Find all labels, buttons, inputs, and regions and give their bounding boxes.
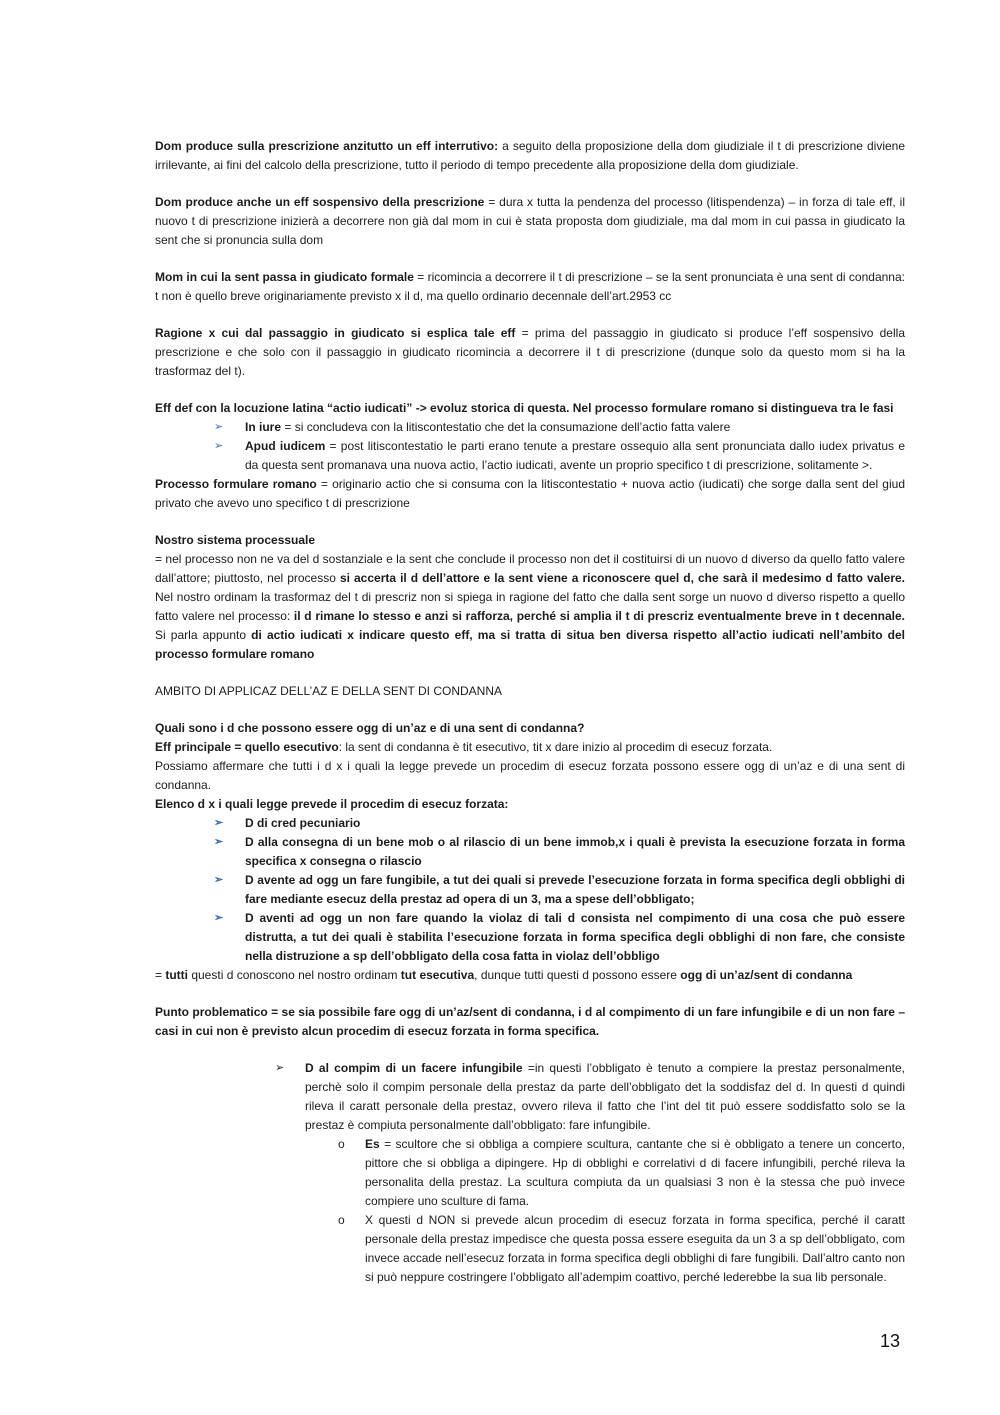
- text: a seguito della proposizione della dom giudiziale il t di prescrizione diviene irrilevante, ai fini del calcolo della prescrizione, tutto il periodo di tempo precedente alla proposizione della dom giudiziale.: [155, 139, 906, 172]
- text: = scultore che si obbliga a compiere scultura, cantante che si è obbligato a tenere un concerto, pittore che si obbliga a dipingere. Hp di obblighi e correlativi d di facere infungibili, perché rileva la personalita della prestaz. La scultura compiuta da un qualsiasi 3 non è la stessa che può invece compiere uno sculture di fama.: [365, 1137, 905, 1208]
- text: = nel processo non ne va del d sostanziale e la sent che conclude il processo non det il costituirsi di un nuovo d diverso da quello fatto valere dall’attore; piuttosto, nel processo: [155, 552, 905, 585]
- bold-lead: Dom produce sulla prescrizione anzitutto un eff interrutivo:: [155, 139, 499, 153]
- list-item: [155, 418, 905, 437]
- paragraph-roman-process: [155, 475, 905, 513]
- text: D di cred pecuniario: [245, 816, 361, 830]
- paragraph-interruptive-effect: [155, 137, 905, 175]
- text: = dura x tutta la pendenza del processo (litispendenza) – in forza di tale eff, il nuovo t di prescrizione inizierà a decorrere non già dal mom in cui è stata proposta dom giudiziale, ma dal mom in cui passa in giudicato la sent che si pronuncia sulla dom: [155, 195, 905, 247]
- bold-lead: In iure: [245, 420, 282, 434]
- text: Si parla appunto: [155, 628, 252, 642]
- bold-text: si accerta il d dell’attore e la sent viene a riconoscere quel d, che sarà il medesimo d fatto valere.: [339, 571, 906, 585]
- bold-lead: Eff principale = quello esecutivo: [155, 740, 339, 754]
- bold-lead: Ragione x cui dal passaggio in giudicato si esplica tale eff: [155, 326, 516, 340]
- list-item: [155, 871, 905, 909]
- question: Quali sono i d che possono essere ogg di un’az e di una sent di condanna?: [155, 721, 585, 735]
- bold-lead: D al compim di un facere infungibile: [305, 1061, 523, 1075]
- bold-text: di actio iudicati x indicare questo eff, ma si tratta di situa ben diversa rispetto all’actio iudicati nell’ambito del processo formulare romano: [155, 628, 906, 661]
- text: Nel nostro ordinam la trasformaz del t di prescriz non si spiega in ragione del fatto che dalla sent sorge un nuovo d diverso rispetto a quello fatto valere nel processo:: [155, 590, 905, 623]
- text: D alla consegna di un bene mob o al rilascio di un bene immob,x i quali è prevista la esecuzione forzata in forma specifica x consegna o rilascio: [245, 835, 905, 868]
- bold-text: tutti: [165, 968, 188, 982]
- arrow-bullet-icon: ➢: [214, 440, 224, 452]
- paragraph-formal-judgment: [155, 268, 905, 306]
- paragraph-facere: [305, 1059, 905, 1135]
- text: =: [155, 968, 166, 982]
- paragraph-all-rights: [155, 966, 905, 985]
- paragraph-problem: Punto problematico = se sia possibile fare ogg di un’az/sent di condanna, i d al compimento di un fare infungibile e di un non fare – casi in cui non è previsto alcun procedim di esecuz forzata in forma specifica.: [155, 1005, 905, 1038]
- text: = prima del passaggio in giudicato si produce l’eff sospensivo della prescrizione e che solo con il passaggio in giudicato ricomincia a decorrere il t di prescrizione (dunque solo da questo mom si ha la trasformaz del t).: [155, 326, 905, 378]
- text: questi d conoscono nel nostro ordinam: [188, 968, 401, 982]
- text: : la sent di condanna è tit esecutivo, tit x dare inizio al procedim di esecuz forzata.: [338, 740, 773, 754]
- rights-list: [155, 814, 905, 966]
- bold-lead: Es: [365, 1137, 380, 1151]
- list-item: [338, 1211, 905, 1287]
- list-item: [155, 814, 905, 833]
- section-heading: AMBITO DI APPLICAZ DELL’AZ E DELLA SENT DI CONDANNA: [155, 684, 502, 698]
- phases-list: [155, 418, 905, 475]
- text: = si concludeva con la litiscontestatio che det la consumazione dell’actio fatta valere: [281, 420, 731, 434]
- arrow-bullet-icon: ➢: [275, 1062, 285, 1074]
- bold-lead: Mom in cui la sent passa in giudicato formale: [155, 270, 414, 284]
- list-heading: Elenco d x i quali legge prevede il procedim di esecuz forzata:: [155, 797, 509, 811]
- bold-text: il d rimane lo stesso e anzi si rafforza, perché si amplia il t di prescriz eventualmente breve in t decennale.: [293, 609, 905, 623]
- bold-text: ogg di un’az/sent di condanna: [680, 968, 853, 982]
- text: D avente ad ogg un fare fungibile, a tut dei quali si prevede l’esecuzione forzata in forma specifica degli obblighi di fare mediante esecuz della prestaz ad opera di un 3, ma a spese dell’obbligato;: [245, 873, 905, 906]
- paragraph-our-system-heading: Nostro sistema processuale: [155, 533, 316, 547]
- list-item: [338, 1135, 905, 1211]
- paragraph-reason: [155, 324, 905, 381]
- list-item-facere-infungibile: [275, 1059, 905, 1135]
- paragraph-main-effect: [155, 738, 905, 757]
- text: = post litiscontestatio le parti erano tenute a prestare ossequio alla sent pronunciata dallo iudex privatus e da questa sent promanava una nuova actio, l’actio iudicati, avente un proprio specifico t di prescrizione, solitamente >.: [245, 439, 905, 472]
- list-item: [155, 909, 905, 966]
- text: , dunque tutti questi d possono essere: [474, 968, 681, 982]
- paragraph-actio-iudicati: [155, 399, 905, 418]
- page-number: 13: [880, 1331, 901, 1351]
- bold-lead: Processo formulare romano: [155, 477, 317, 491]
- sub-list: [338, 1135, 905, 1287]
- text: = originario actio che si consuma con la litiscontestatio + nuova actio (iudicati) che sorge dalla sent del giud privato che avevo uno specifico t di prescrizione: [155, 477, 905, 510]
- bold-lead: Apud iudicem: [245, 439, 326, 453]
- list-item: [155, 437, 905, 475]
- circle-bullet-icon: o: [338, 1213, 345, 1227]
- text: X questi d NON si prevede alcun procedim di esecuz forzata in forma specifica, perché il caratt personale della prestaz impedisce che questa possa essere eseguita da un 3 a sp dell’obbligato, com invece accade nell’esecuz forzata in forma specifica degli obblighi di fare fungibili. Dall’altro canto non si può neppure costringere l’obbligato all’adempim coattivo, perché lederebbe la sua lib personale.: [365, 1213, 905, 1284]
- bold-lead: Eff def con la locuzione latina “actio iudicati” -> evoluz storica di questa. Nel processo formulare romano si distingueva tra le fasi: [155, 401, 894, 415]
- list-item: [155, 833, 905, 871]
- paragraph-affirm: Possiamo affermare che tutti i d x i quali la legge prevede un procedim di esecuz forzata possono essere ogg di un’az e di una sent di condanna.: [155, 759, 905, 792]
- arrow-bullet-icon: ➢: [214, 874, 224, 886]
- arrow-bullet-icon: ➢: [214, 912, 224, 924]
- bold-lead: Dom produce anche un eff sospensivo della prescrizione: [155, 195, 485, 209]
- paragraph-our-system: [155, 550, 905, 664]
- text: =in questi l’obbligato è tenuto a compiere la prestaz personalmente, perchè solo il compim personale della prestaz da parte dell’obbligato det la soddisfaz del d. In questi d quindi rileva il caratt personale della prestaz, ovvero rileva il fatto che l’int del tit può essere soddisfatto solo se la prestaz è compiuta personalmente dall’obbligato: fare infungibile.: [305, 1061, 905, 1132]
- arrow-bullet-icon: ➢: [214, 421, 224, 433]
- arrow-bullet-icon: ➢: [214, 817, 224, 829]
- text: D aventi ad ogg un non fare quando la violaz di tali d consista nel compimento di una cosa che può essere distrutta, a tut dei quali è stabilita l’esecuzione forzata in forma specifica degli obblighi di non fare, che consiste nella distruzione a sp dell’obbligato della cosa fatta in violaz dell’obbligo: [245, 911, 905, 963]
- paragraph-suspensive-effect: [155, 193, 905, 250]
- circle-bullet-icon: o: [338, 1137, 345, 1151]
- document-page: [155, 137, 905, 1287]
- bold-text: tut esecutiva: [400, 968, 475, 982]
- arrow-bullet-icon: ➢: [214, 836, 224, 848]
- text: = ricomincia a decorrere il t di prescrizione – se la sent pronunciata è una sent di condanna: t non è quello breve originariamente previsto x il d, ma quello ordinario decennale dell’art.2953 cc: [155, 270, 905, 303]
